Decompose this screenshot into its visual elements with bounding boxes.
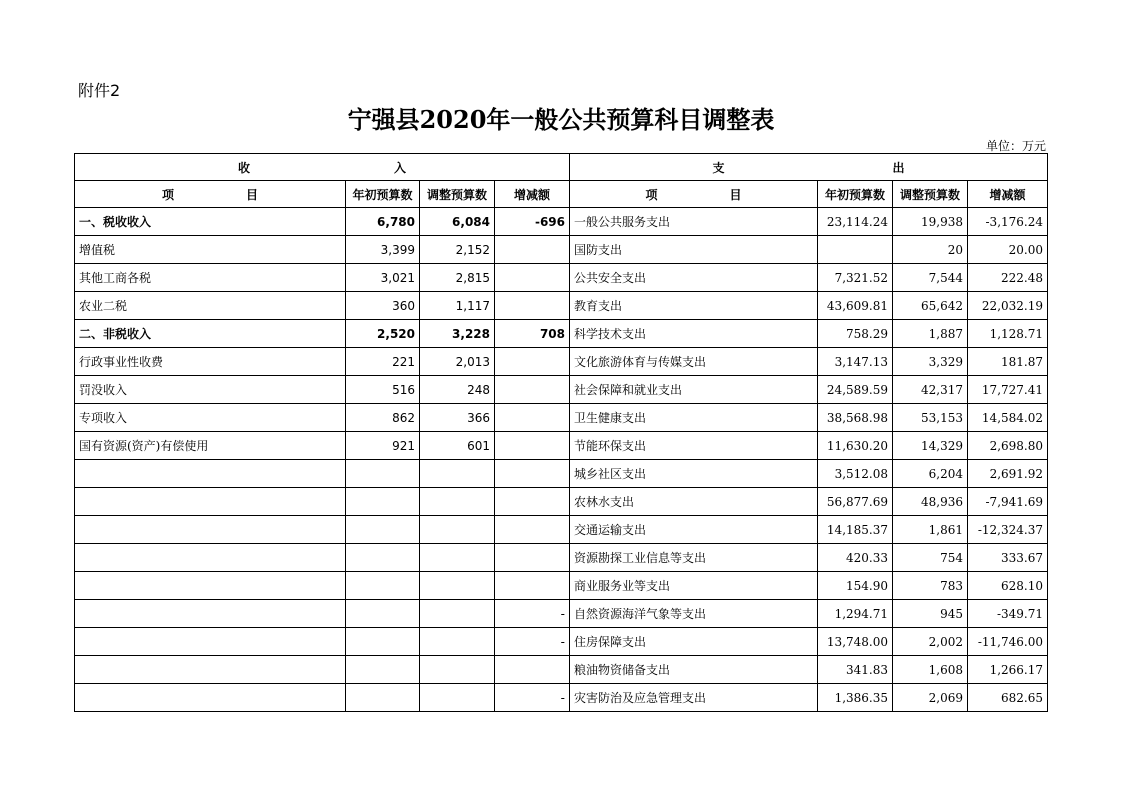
- table-row: [75, 488, 1048, 516]
- income-item-cell: [75, 460, 346, 488]
- income-adjusted-cell: 601: [420, 432, 495, 460]
- income-initial-cell: [346, 572, 420, 600]
- expense-adjusted-cell: 48,936: [893, 488, 968, 516]
- income-adjusted-cell: [420, 572, 495, 600]
- expense-adjusted-cell: 53,153: [893, 404, 968, 432]
- expense-item-cell: 卫生健康支出: [570, 404, 818, 432]
- expense-adjusted-header: 调整预算数: [893, 181, 968, 208]
- expense-initial-cell: 23,114.24: [818, 208, 893, 236]
- expense-adjusted-cell: 2,002: [893, 628, 968, 656]
- expense-initial-cell: 7,321.52: [818, 264, 893, 292]
- income-adjusted-cell: [420, 460, 495, 488]
- table-row: [75, 544, 1048, 572]
- income-initial-cell: 862: [346, 404, 420, 432]
- income-item-cell: 行政事业性收费: [75, 348, 346, 376]
- expense-adjusted-cell: 14,329: [893, 432, 968, 460]
- unit-label: 单位：万元: [985, 139, 1046, 153]
- expense-change-cell: 1,128.71: [968, 320, 1048, 348]
- income-initial-cell: [346, 600, 420, 628]
- expense-item-cell: 公共安全支出: [570, 264, 818, 292]
- income-initial-cell: [346, 656, 420, 684]
- table-row: [75, 236, 1048, 264]
- income-initial-cell: 921: [346, 432, 420, 460]
- table-row: [75, 628, 1048, 656]
- income-item-cell: 专项收入: [75, 404, 346, 432]
- expense-adjusted-cell: 2,069: [893, 684, 968, 712]
- expense-item-cell: 社会保障和就业支出: [570, 376, 818, 404]
- expense-change-cell: 682.65: [968, 684, 1048, 712]
- expense-change-cell: 17,727.41: [968, 376, 1048, 404]
- expense-initial-cell: 13,748.00: [818, 628, 893, 656]
- table-row: [75, 208, 1048, 236]
- income-initial-cell: 3,021: [346, 264, 420, 292]
- expense-adjusted-cell: 3,329: [893, 348, 968, 376]
- expense-item-cell: 城乡社区支出: [570, 460, 818, 488]
- income-initial-cell: 360: [346, 292, 420, 320]
- income-item-cell: 国有资源(资产)有偿使用: [75, 432, 346, 460]
- income-item-cell: [75, 600, 346, 628]
- income-change-cell: -696: [495, 208, 570, 236]
- expense-adjusted-cell: 20: [893, 236, 968, 264]
- expense-initial-cell: [818, 236, 893, 264]
- expense-adjusted-cell: 65,642: [893, 292, 968, 320]
- income-change-cell: [495, 404, 570, 432]
- expense-adjusted-cell: 19,938: [893, 208, 968, 236]
- table-row: [75, 600, 1048, 628]
- income-adjusted-cell: 248: [420, 376, 495, 404]
- expense-change-cell: 628.10: [968, 572, 1048, 600]
- expense-initial-header: 年初预算数: [818, 181, 893, 208]
- table-row: [75, 264, 1048, 292]
- expense-item-cell: 文化旅游体育与传媒支出: [570, 348, 818, 376]
- income-change-cell: [495, 488, 570, 516]
- income-item-cell: [75, 544, 346, 572]
- table-row: [75, 404, 1048, 432]
- table-row: [75, 656, 1048, 684]
- income-adjusted-cell: [420, 656, 495, 684]
- income-adjusted-cell: [420, 684, 495, 712]
- income-change-header: 增减额: [495, 181, 570, 208]
- expense-change-cell: 22,032.19: [968, 292, 1048, 320]
- expense-initial-cell: 1,386.35: [818, 684, 893, 712]
- expense-adjusted-cell: 7,544: [893, 264, 968, 292]
- income-item-cell: [75, 572, 346, 600]
- income-item-cell: [75, 488, 346, 516]
- income-adjusted-cell: 2,815: [420, 264, 495, 292]
- income-initial-cell: [346, 516, 420, 544]
- income-item-cell: 二、非税收入: [75, 320, 346, 348]
- expense-initial-cell: 758.29: [818, 320, 893, 348]
- expense-initial-cell: 11,630.20: [818, 432, 893, 460]
- income-change-cell: [495, 376, 570, 404]
- expense-item-cell: 灾害防治及应急管理支出: [570, 684, 818, 712]
- income-initial-cell: 3,399: [346, 236, 420, 264]
- income-item-header: 项 目: [75, 181, 346, 208]
- income-adjusted-header: 调整预算数: [420, 181, 495, 208]
- income-item-cell: 罚没收入: [75, 376, 346, 404]
- budget-table: [74, 153, 1048, 712]
- expense-item-cell: 节能环保支出: [570, 432, 818, 460]
- income-initial-cell: [346, 628, 420, 656]
- expense-adjusted-cell: 1,887: [893, 320, 968, 348]
- expense-change-cell: 20.00: [968, 236, 1048, 264]
- income-item-cell: 增值税: [75, 236, 346, 264]
- expense-initial-cell: 3,147.13: [818, 348, 893, 376]
- income-change-cell: [495, 516, 570, 544]
- income-adjusted-cell: [420, 628, 495, 656]
- income-adjusted-cell: 2,152: [420, 236, 495, 264]
- income-change-cell: [495, 572, 570, 600]
- expense-adjusted-cell: 754: [893, 544, 968, 572]
- expense-item-cell: 国防支出: [570, 236, 818, 264]
- expense-adjusted-cell: 1,608: [893, 656, 968, 684]
- table-row: [75, 376, 1048, 404]
- income-initial-cell: 221: [346, 348, 420, 376]
- income-change-cell: [495, 264, 570, 292]
- income-change-cell: [495, 292, 570, 320]
- expense-initial-cell: 341.83: [818, 656, 893, 684]
- income-item-cell: 其他工商各税: [75, 264, 346, 292]
- income-initial-cell: [346, 684, 420, 712]
- expense-change-cell: -11,746.00: [968, 628, 1048, 656]
- expense-item-cell: 住房保障支出: [570, 628, 818, 656]
- income-change-cell: -: [495, 628, 570, 656]
- table-row: [75, 432, 1048, 460]
- table-row: [75, 460, 1048, 488]
- expense-initial-cell: 3,512.08: [818, 460, 893, 488]
- expense-section-header: 支 出: [570, 154, 1048, 181]
- expense-initial-cell: 56,877.69: [818, 488, 893, 516]
- expense-change-cell: -7,941.69: [968, 488, 1048, 516]
- expense-item-cell: 科学技术支出: [570, 320, 818, 348]
- expense-initial-cell: 24,589.59: [818, 376, 893, 404]
- table-row: [75, 292, 1048, 320]
- income-initial-cell: [346, 544, 420, 572]
- income-adjusted-cell: [420, 544, 495, 572]
- income-change-cell: [495, 348, 570, 376]
- expense-change-cell: 333.67: [968, 544, 1048, 572]
- income-initial-cell: [346, 460, 420, 488]
- expense-item-cell: 资源勘探工业信息等支出: [570, 544, 818, 572]
- table-row: [75, 348, 1048, 376]
- expense-adjusted-cell: 42,317: [893, 376, 968, 404]
- income-item-cell: 一、税收收入: [75, 208, 346, 236]
- expense-change-cell: 222.48: [968, 264, 1048, 292]
- expense-item-header: 项 目: [570, 181, 818, 208]
- expense-change-cell: 2,698.80: [968, 432, 1048, 460]
- attachment-label: 附件2: [78, 81, 121, 100]
- income-change-cell: [495, 432, 570, 460]
- table-row: [75, 320, 1048, 348]
- income-change-cell: [495, 460, 570, 488]
- income-adjusted-cell: 366: [420, 404, 495, 432]
- income-initial-cell: 6,780: [346, 208, 420, 236]
- expense-initial-cell: 14,185.37: [818, 516, 893, 544]
- section-header-row: [75, 154, 1048, 181]
- income-item-cell: [75, 684, 346, 712]
- expense-adjusted-cell: 783: [893, 572, 968, 600]
- income-initial-cell: 2,520: [346, 320, 420, 348]
- expense-change-cell: -12,324.37: [968, 516, 1048, 544]
- income-change-cell: [495, 656, 570, 684]
- page-title: 宁强县2020年一般公共预算科目调整表: [347, 105, 775, 134]
- income-initial-cell: 516: [346, 376, 420, 404]
- income-item-cell: [75, 656, 346, 684]
- expense-change-header: 增减额: [968, 181, 1048, 208]
- expense-initial-cell: 1,294.71: [818, 600, 893, 628]
- income-initial-header: 年初预算数: [346, 181, 420, 208]
- expense-adjusted-cell: 6,204: [893, 460, 968, 488]
- expense-item-cell: 教育支出: [570, 292, 818, 320]
- expense-item-cell: 一般公共服务支出: [570, 208, 818, 236]
- income-adjusted-cell: [420, 516, 495, 544]
- expense-initial-cell: 420.33: [818, 544, 893, 572]
- expense-change-cell: 181.87: [968, 348, 1048, 376]
- income-adjusted-cell: 6,084: [420, 208, 495, 236]
- column-header-row: [75, 181, 1048, 208]
- income-adjusted-cell: 1,117: [420, 292, 495, 320]
- table-row: [75, 684, 1048, 712]
- expense-item-cell: 农林水支出: [570, 488, 818, 516]
- expense-initial-cell: 38,568.98: [818, 404, 893, 432]
- income-adjusted-cell: [420, 600, 495, 628]
- expense-initial-cell: 43,609.81: [818, 292, 893, 320]
- expense-change-cell: 2,691.92: [968, 460, 1048, 488]
- table-row: [75, 516, 1048, 544]
- income-change-cell: [495, 544, 570, 572]
- expense-item-cell: 粮油物资储备支出: [570, 656, 818, 684]
- income-adjusted-cell: [420, 488, 495, 516]
- income-item-cell: 农业二税: [75, 292, 346, 320]
- income-change-cell: -: [495, 684, 570, 712]
- income-adjusted-cell: 2,013: [420, 348, 495, 376]
- income-change-cell: 708: [495, 320, 570, 348]
- expense-item-cell: 自然资源海洋气象等支出: [570, 600, 818, 628]
- income-initial-cell: [346, 488, 420, 516]
- expense-change-cell: -3,176.24: [968, 208, 1048, 236]
- expense-adjusted-cell: 1,861: [893, 516, 968, 544]
- table-row: [75, 572, 1048, 600]
- expense-adjusted-cell: 945: [893, 600, 968, 628]
- expense-item-cell: 交通运输支出: [570, 516, 818, 544]
- income-change-cell: -: [495, 600, 570, 628]
- expense-item-cell: 商业服务业等支出: [570, 572, 818, 600]
- expense-change-cell: -349.71: [968, 600, 1048, 628]
- expense-change-cell: 14,584.02: [968, 404, 1048, 432]
- expense-initial-cell: 154.90: [818, 572, 893, 600]
- income-section-header: 收 入: [75, 154, 570, 181]
- income-item-cell: [75, 628, 346, 656]
- expense-change-cell: 1,266.17: [968, 656, 1048, 684]
- income-change-cell: [495, 236, 570, 264]
- income-adjusted-cell: 3,228: [420, 320, 495, 348]
- income-item-cell: [75, 516, 346, 544]
